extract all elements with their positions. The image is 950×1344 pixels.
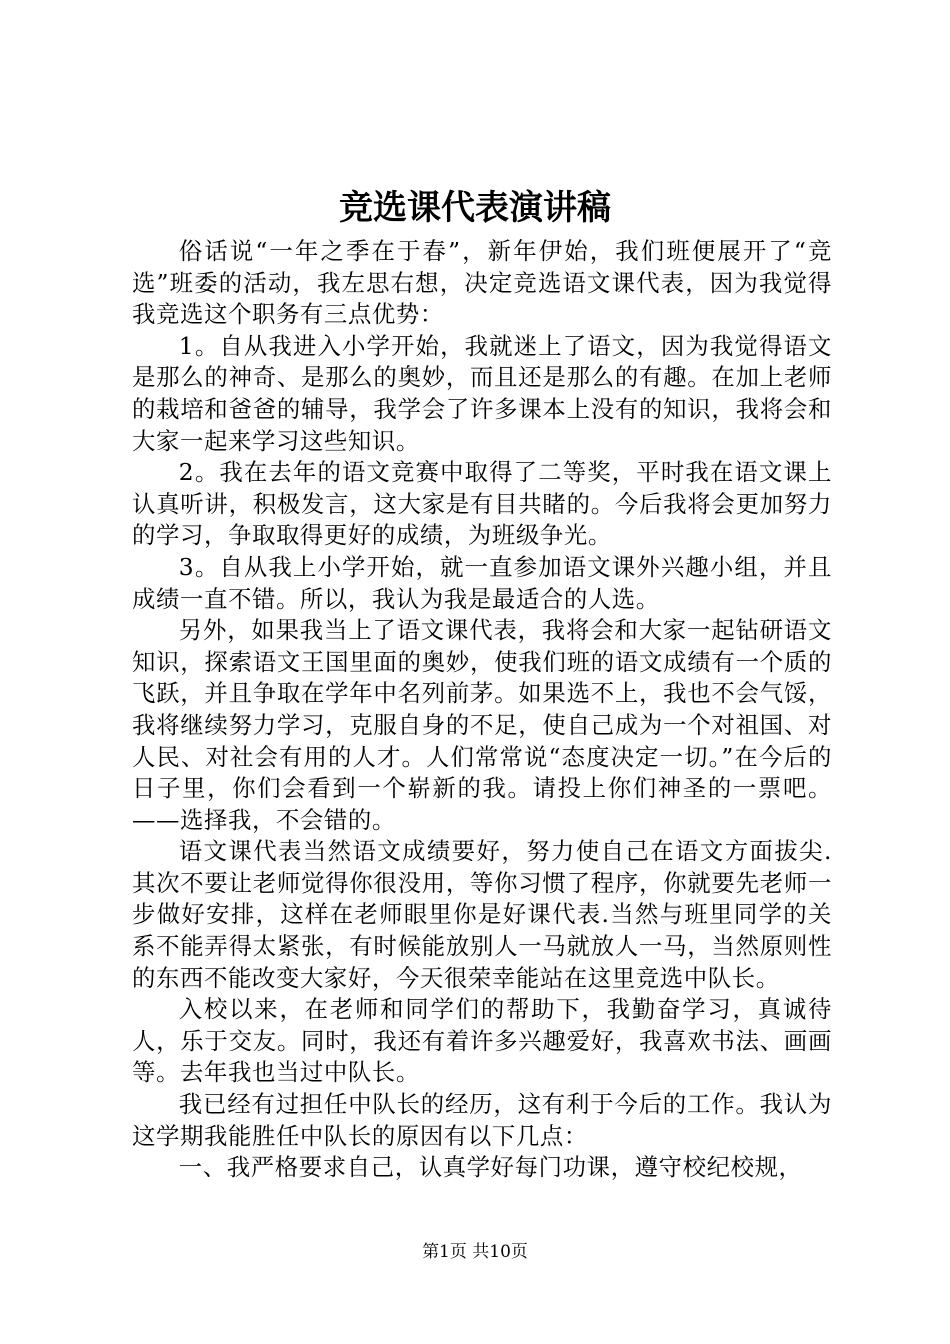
paragraph: 我已经有过担任中队长的经历，这有利于今后的工作。我认为这学期我能胜任中队长的原因有以下几点： bbox=[132, 1090, 832, 1150]
page-number-footer: 第1页 共10页 bbox=[422, 1242, 528, 1262]
paragraph: 入校以来，在老师和同学们的帮助下，我勤奋学习，真诚待人，乐于交友。同时，我还有着许多兴趣爱好，我喜欢书法、画画等。去年我也当过中队长。 bbox=[132, 995, 832, 1087]
document-title: 竞选课代表演讲稿 bbox=[339, 188, 611, 228]
paragraph: 俗话说“一年之季在于春”，新年伊始，我们班便展开了“竞选”班委的活动，我左思右想，决定竞选语文课代表，因为我觉得我竞选这个职务有三点优势： bbox=[132, 237, 832, 329]
paragraph: 另外，如果我当上了语文课代表，我将会和大家一起钻研语文知识，探索语文王国里面的奥妙，使我们班的语文成绩有一个质的飞跃，并且争取在学年中名列前茅。如果选不上，我也不会气馁，我将继续努力学习，克服自身的不足，使自己成为一个对祖国、对人民、对社会有用的人才。人们常常说“态度决定一切。”在今后的日子里，你们会看到一个崭新的我。请投上你们神圣的一票吧。——选择我，不会错的。 bbox=[132, 616, 832, 834]
paragraph: 一、我严格要求自己，认真学好每门功课，遵守校纪校规， bbox=[178, 1153, 803, 1182]
paragraph: 语文课代表当然语文成绩要好，努力使自己在语文方面拔尖.其次不要让老师觉得你很没用，等你习惯了程序，你就要先老师一步做好安排，这样在老师眼里你是好课代表.当然与班里同学的关系不能弄得太紧张，有时候能放别人一马就放人一马，当然原则性的东西不能改变大家好，今天很荣幸能站在这里竞选中队长。 bbox=[132, 837, 832, 992]
paragraph: 1。自从我进入小学开始，我就迷上了语文，因为我觉得语文是那么的神奇、是那么的奥妙，而且还是那么的有趣。在加上老师的栽培和爸爸的辅导，我学会了许多课本上没有的知识，我将会和大家一起来学习这些知识。 bbox=[132, 331, 832, 455]
paragraph: 3。自从我上小学开始，就一直参加语文课外兴趣小组，并且成绩一直不错。所以，我认为我是最适合的人选。 bbox=[132, 552, 832, 613]
paragraph: 2。我在去年的语文竞赛中取得了二等奖，平时我在语文课上认真听讲，积极发言，这大家是有目共睹的。今后我将会更加努力的学习，争取取得更好的成绩，为班级争光。 bbox=[132, 458, 832, 550]
document-body bbox=[132, 236, 832, 1184]
